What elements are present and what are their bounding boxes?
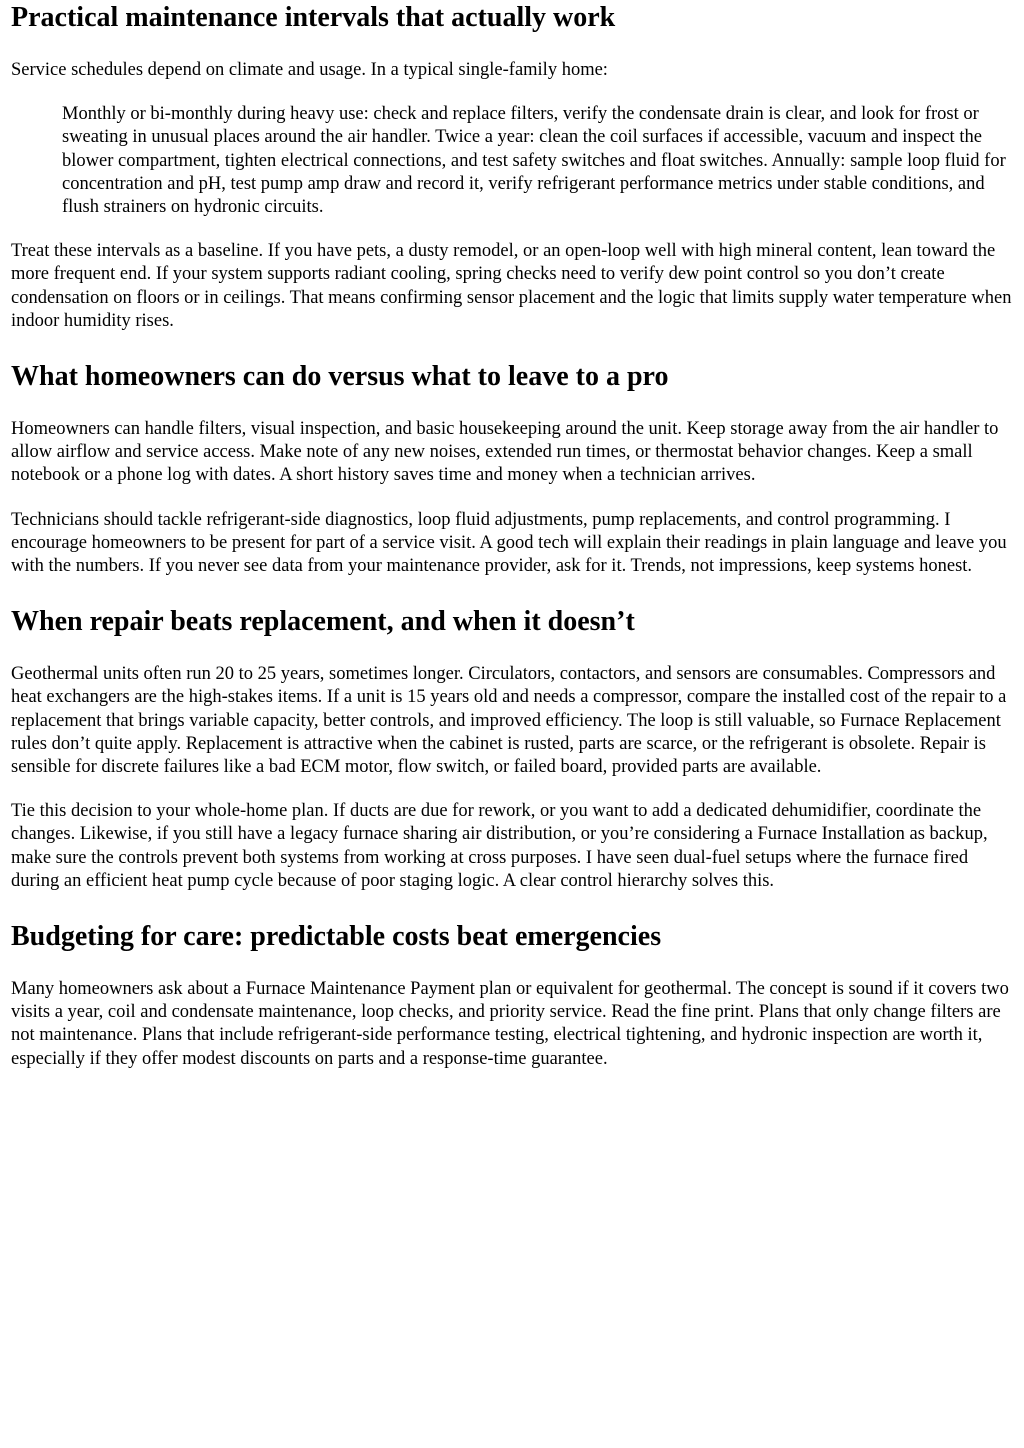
paragraph-practical-intro: Service schedules depend on climate and usage. In a typical single-family home:: [11, 60, 608, 80]
paragraph-homeowners-2: Technicians should tackle refrigerant-side diagnostics, loop fluid adjustments, pump replacements, and control programming. I encourage homeowners to be present for part of a service visit. A good tech will explain their readings in plain language and leave you with the numbers. If you never see data from your maintenance provider, ask for it. Trends, not impressions, keep systems honest.: [11, 509, 1007, 577]
paragraph-practical-baseline: Treat these intervals as a baseline. If you have pets, a dusty remodel, or an open-loop well with high mineral content, lean toward the more frequent end. If your system supports radiant cooling, spring checks need to verify dew point control so you don’t create condensation on floors or in ceilings. That means confirming sensor placement and the logic that limits supply water temperature when indoor humidity rises.: [11, 241, 1012, 331]
section-heading-repair: When repair beats replacement, and when it doesn’t: [11, 606, 635, 638]
section-heading-practical: Practical maintenance intervals that actually work: [11, 2, 616, 33]
paragraph-repair-2: Tie this decision to your whole-home plan. If ducts are due for rework, or you want to add a dedicated dehumidifier, coordinate the changes. Likewise, if you still have a legacy furnace sharing air distribution, or you’re considering a Furnace Installation as backup, make sure the controls prevent both systems from working at cross purposes. I have seen dual-fuel setups where the furnace fired during an efficient heat pump cycle because of poor staging logic. A clear control hierarchy solves this.: [11, 801, 988, 891]
section-heading-homeowners: What homeowners can do versus what to leave to a pro: [11, 361, 669, 393]
paragraph-budget-1: Many homeowners ask about a Furnace Maintenance Payment plan or equivalent for geothermal. The concept is sound if it covers two visits a year, coil and condensate maintenance, loop checks, and priority service. Read the fine print. Plans that only change filters are not maintenance. Plans that include refrigerant-side performance testing, electrical tightening, and hydronic inspection are worth it, especially if they offer modest discounts on parts and a response-time guarantee.: [11, 979, 1009, 1069]
blockquote-intervals: Monthly or bi-monthly during heavy use: check and replace filters, verify the condensate drain is clear, and look for frost or sweating in unusual places around the air handler. Twice a year: clean the coil surfaces if accessible, vacuum and inspect the blower compartment, tighten electrical connections, and test safety switches and float switches. Annually: sample loop fluid for concentration and pH, test pump amp draw and record it, verify refrigerant performance metrics under stable conditions, and flush strainers on hydronic circuits.: [62, 104, 1006, 218]
paragraph-repair-1: Geothermal units often run 20 to 25 years, sometimes longer. Circulators, contactors, and sensors are consumables. Compressors and heat exchangers are the high-stakes items. If a unit is 15 years old and needs a compressor, compare the installed cost of the repair to a replacement that brings variable capacity, better controls, and improved efficiency. The loop is still valuable, so Furnace Replacement rules don’t quite apply. Replacement is attractive when the cabinet is rusted, parts are scarce, or the refrigerant is obsolete. Repair is sensible for discrete failures like a bad ECM motor, flow switch, or failed board, provided parts are available.: [11, 664, 1007, 778]
section-heading-budget: Budgeting for care: predictable costs beat emergencies: [11, 921, 662, 953]
paragraph-homeowners-1: Homeowners can handle filters, visual inspection, and basic housekeeping around the unit. Keep storage away from the air handler to allow airflow and service access. Make note of any new noises, extended run times, or thermostat behavior changes. Keep a small notebook or a phone log with dates. A short history saves time and money when a technician arrives.: [11, 419, 999, 486]
